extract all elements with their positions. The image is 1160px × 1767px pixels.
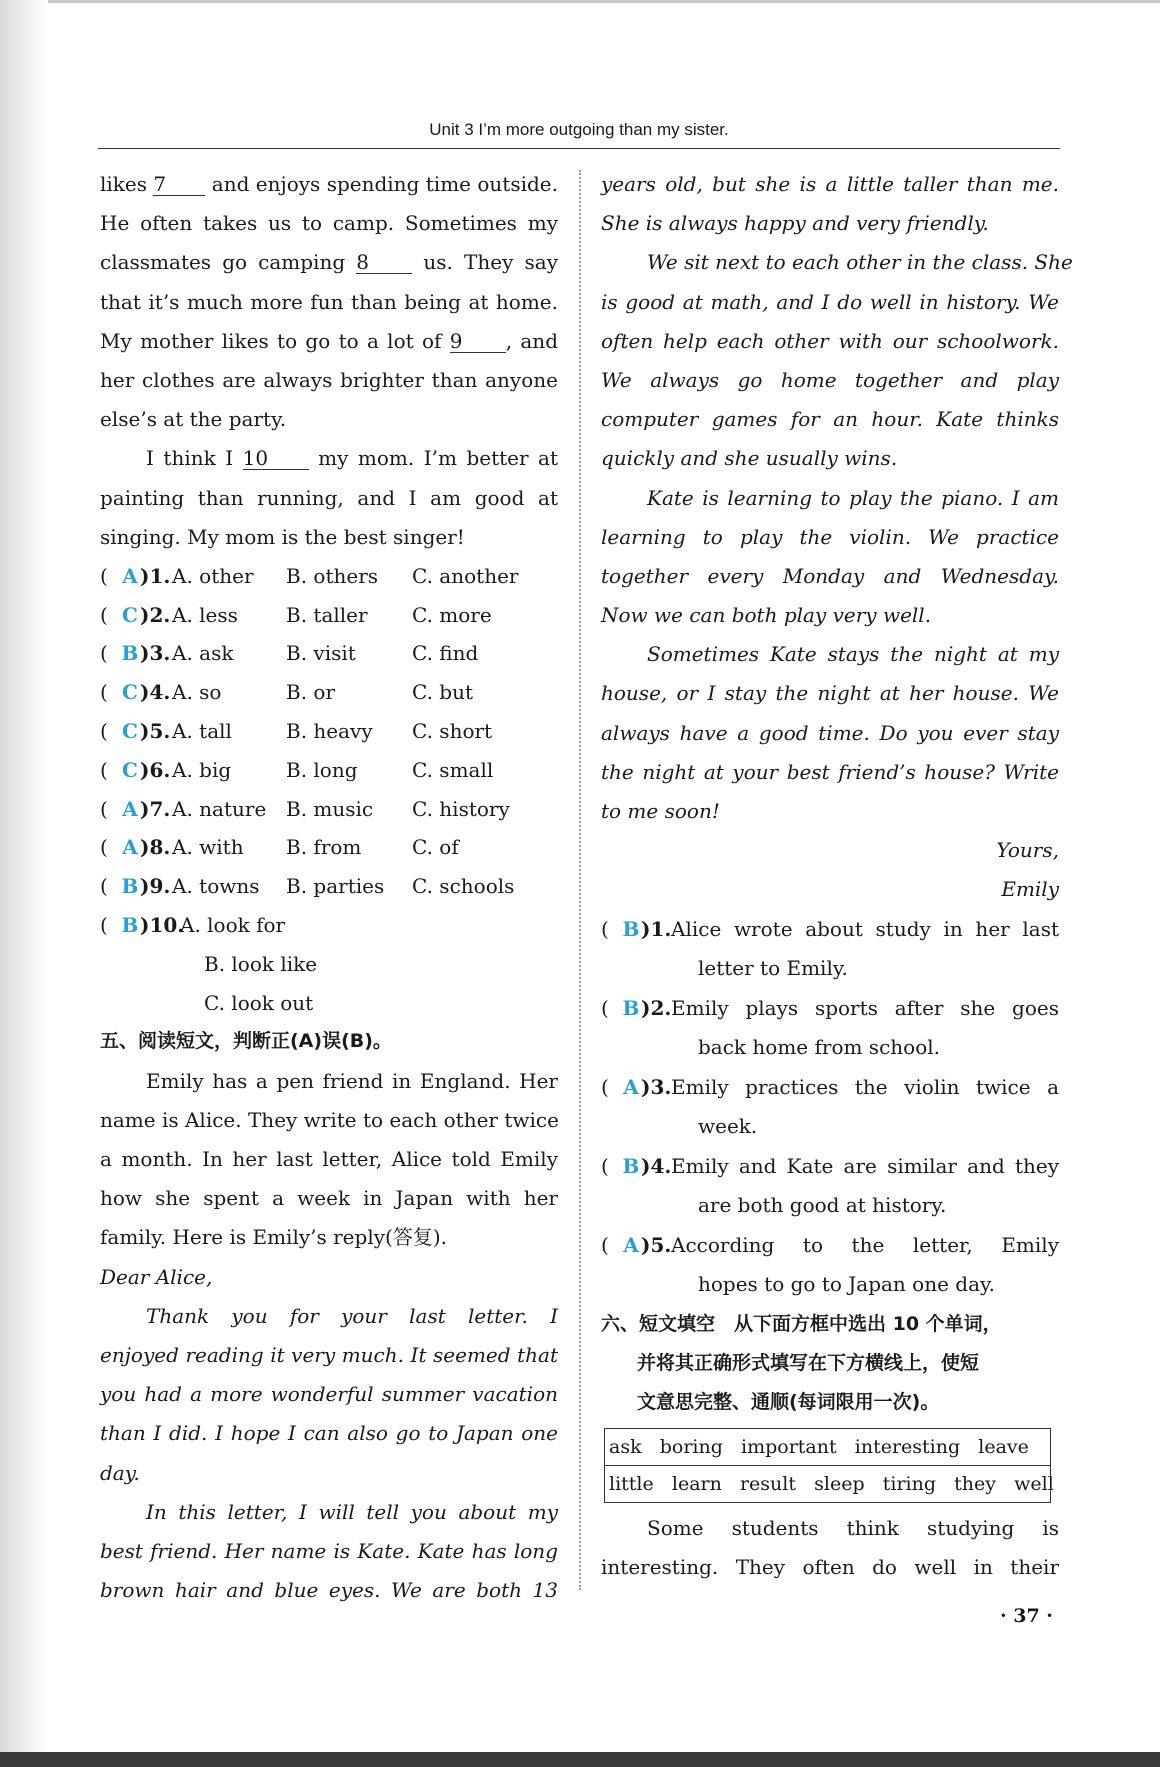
text-line: classmates go camping 8 us. They say [100, 250, 559, 275]
word-bank-row [605, 1429, 1050, 1465]
text-line: how she spent a week in Japan with her [100, 1186, 558, 1211]
text-line: computer games for an hour. Kate thinks [601, 407, 1059, 432]
text-line: Emily has a pen friend in England. Her [146, 1068, 558, 1093]
option-row: ( C )2. A. less B. taller C. more [100, 596, 558, 635]
text-line: I think I 10 my mom. I’m better at [146, 446, 559, 471]
question-row: ( B )4. Emily and Kate are similar and they [601, 1147, 1059, 1187]
word: leave [978, 1436, 1029, 1459]
judgement-questions [601, 910, 1059, 1305]
page-shadow [0, 0, 48, 1767]
answer-letter: B [121, 874, 139, 899]
header-rule [98, 148, 1060, 149]
question-cont: hopes to go to Japan one day. [698, 1272, 996, 1297]
text-line: Sometimes Kate stays the night at my [647, 642, 1059, 667]
text-line: you had a more wonderful summer vacation [100, 1382, 558, 1407]
answer-letter: C [122, 602, 138, 627]
text-line: brown hair and blue eyes. We are both 13 [100, 1578, 558, 1603]
word: learn [671, 1473, 722, 1496]
question-cont: week. [698, 1114, 758, 1139]
word: interesting [854, 1436, 961, 1459]
text-line: always have a good time. Do you ever stay [601, 720, 1059, 745]
question-row: ( B )2. Emily plays sports after she goes [601, 989, 1059, 1029]
question-row: ( A )5. According to the letter, Emily [601, 1226, 1059, 1266]
question-row: ( B )1. Alice wrote about study in her last [601, 910, 1059, 950]
word: tiring [882, 1473, 937, 1496]
left-column [100, 165, 558, 1610]
answer-letter: C [122, 719, 138, 744]
word: important [741, 1436, 837, 1459]
option-row: ( B )3. A. ask B. visit C. find [100, 634, 558, 673]
letter-greeting: Dear Alice, [100, 1264, 213, 1289]
text-line: else’s at the party. [100, 407, 287, 432]
text-line: quickly and she usually wins. [601, 446, 898, 471]
word: well [1014, 1473, 1054, 1496]
text-line: We sit next to each other in the class. She [647, 250, 1073, 275]
text-line: best friend. Her name is Kate. Kate has long [100, 1538, 558, 1563]
answer-letter: A [623, 1232, 639, 1257]
answer-letter: B [121, 913, 139, 938]
letter-closing: Yours, [996, 838, 1059, 863]
option-row: ( C )6. A. big B. long C. small [100, 751, 558, 790]
answer-letter: A [122, 563, 138, 588]
option-sub: C. look out [204, 990, 314, 1015]
text-line: learning to play the violin. We practice [601, 524, 1059, 549]
text-line: day. [100, 1460, 140, 1485]
answer-letter: B [622, 995, 640, 1020]
answer-blank: 8 [356, 251, 412, 274]
answer-letter: C [122, 680, 138, 705]
text-line: Kate is learning to play the piano. I am [647, 485, 1059, 510]
answer-letter: C [122, 757, 138, 782]
answer-letter: A [122, 796, 138, 821]
answer-blank: 10 [243, 447, 309, 470]
text-line: enjoyed reading it very much. It seemed that [100, 1342, 558, 1367]
option-row: ( B )9. A. towns B. parties C. schools [100, 867, 558, 906]
word-bank-row [605, 1465, 1054, 1502]
text-line: painting than running, and I am good at [100, 485, 558, 510]
word: ask [609, 1436, 642, 1459]
word: boring [659, 1436, 723, 1459]
text-line: house, or I stay the night at her house. We [601, 681, 1059, 706]
section-heading-cont: 并将其正确形式填写在下方横线上，使短 [637, 1351, 980, 1374]
option-sub: B. look like [204, 951, 318, 976]
question-cont: are both good at history. [698, 1193, 947, 1218]
option-row: ( C )5. A. tall B. heavy C. short [100, 712, 558, 751]
word: they [954, 1473, 996, 1496]
text-line: family. Here is Emily’s reply(答复). [100, 1225, 447, 1250]
option-row: ( A )1. A. other B. others C. another [100, 557, 558, 596]
word-bank [604, 1428, 1054, 1503]
text-line: a month. In her last letter, Alice told Emily [100, 1147, 558, 1171]
page-number: · 37 · [1000, 1605, 1053, 1627]
text-line: Now we can both play very well. [601, 603, 932, 628]
question-cont: letter to Emily. [698, 956, 848, 981]
answer-letter: A [623, 1074, 639, 1099]
text-line: the night at your best friend’s house? Write [601, 759, 1059, 784]
text-line: He often takes us to camp. Sometimes my [100, 211, 558, 236]
text-line: In this letter, I will tell you about my [146, 1499, 558, 1524]
answer-letter: A [122, 835, 138, 860]
text-line: often help each other with our schoolwork. [601, 328, 1059, 353]
answer-blank: 9 [450, 330, 506, 353]
text-line: likes 7 and enjoys spending time outside. [100, 172, 558, 196]
text-line: My mother likes to go to a lot of 9 , and [100, 328, 558, 353]
text-line: to me soon! [601, 799, 720, 823]
text-line: her clothes are always brighter than anyone [100, 367, 558, 392]
answer-letter: B [622, 1153, 640, 1178]
option-row: ( A )7. A. nature B. music C. history [100, 790, 558, 829]
word: sleep [814, 1473, 865, 1496]
text-line: She is always happy and very friendly. [601, 211, 989, 236]
text-line: is good at math, and I do well in history. We [601, 289, 1059, 314]
answer-blank: 7 [153, 173, 205, 196]
column-divider [579, 170, 581, 1590]
word: result [739, 1473, 796, 1496]
text-line: Thank you for your last letter. I [146, 1303, 558, 1328]
text-line: than I did. I hope I can also go to Japan one [100, 1421, 558, 1446]
text-line: name is Alice. They write to each other twice [100, 1107, 559, 1132]
running-header: Unit 3 I’m more outgoing than my sister. [429, 120, 729, 139]
text-line: singing. My mom is the best singer! [100, 524, 465, 549]
text-line: interesting. They often do well in their [601, 1555, 1059, 1580]
text-line: that it’s much more fun than being at home. [100, 289, 558, 314]
word: little [609, 1473, 654, 1496]
answer-letter: B [121, 641, 139, 666]
top-edge [0, 0, 1160, 3]
section-heading-cont: 文意思完整、通顺(每词限用一次)。 [637, 1390, 940, 1413]
option-row: ( B )10. A. look for [100, 906, 558, 945]
cloze-options [100, 557, 558, 1023]
text-line: We always go home together and play [601, 367, 1059, 392]
text-line: Some students think studying is [647, 1516, 1059, 1541]
question-cont: back home from school. [698, 1035, 940, 1060]
bottom-edge [0, 1752, 1160, 1767]
text-line: together every Monday and Wednesday. [601, 563, 1059, 588]
option-row: ( C )4. A. so B. or C. but [100, 673, 558, 712]
section-heading: 五、阅读短文，判断正(A)误(B)。 [100, 1030, 392, 1053]
letter-signature: Emily [1001, 877, 1059, 902]
text-line: years old, but she is a little taller than me. [601, 172, 1059, 196]
answer-letter: B [622, 916, 640, 941]
question-row: ( A )3. Emily practices the violin twice a [601, 1068, 1059, 1108]
option-row: ( A )8. A. with B. from C. of [100, 828, 558, 867]
right-column [601, 165, 1073, 1588]
section-heading: 六、短文填空 从下面方框中选出 10 个单词， [601, 1312, 1002, 1335]
